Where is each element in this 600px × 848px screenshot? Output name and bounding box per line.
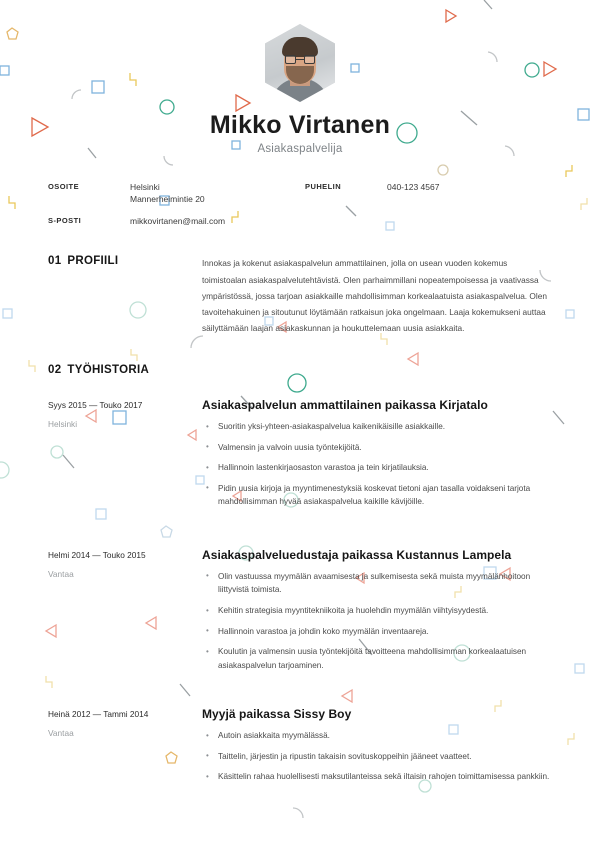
section-work-history-label: TYÖHISTORIA bbox=[67, 364, 150, 377]
contact-label-phone: PUHELIN bbox=[305, 181, 342, 191]
job-bullet: • Suoritin yksi-yhteen-asiakaspalvelua kaikenikäisille asiakkaille. bbox=[202, 420, 552, 434]
photo-glasses bbox=[285, 55, 315, 64]
job-bullet: • Hallinnoin lastenkirjaosaston varastoa ja tein kirjatilauksia. bbox=[202, 461, 552, 475]
job-meta bbox=[48, 398, 198, 516]
job-details bbox=[198, 398, 552, 516]
candidate-name: Mikko Virtanen bbox=[209, 111, 391, 139]
job-bullet-list bbox=[202, 570, 552, 672]
job-details bbox=[198, 707, 552, 791]
section-profile-title bbox=[48, 255, 198, 267]
job-bullet: • Pidin uusia kirjoja ja myyntimenestyksiä koskevat tietoni ajan tasalla voidakseni tarjota mahdollisimman hyvää asiakaspalvelua kaikille kävijöille. bbox=[202, 482, 552, 509]
job-entry bbox=[0, 548, 600, 679]
section-profile-heading bbox=[48, 255, 198, 336]
job-bullet: • Autoin asiakkaita myymälässä. bbox=[202, 729, 552, 743]
address-city: Helsinki bbox=[130, 181, 160, 192]
address-street: Mannerheimintie 20 bbox=[130, 193, 205, 204]
contact-details bbox=[0, 181, 600, 228]
job-bullet: • Käsittelin rahaa huolellisesti maksutilanteissa sekä iltaisin rahojen toimittamisessa pankkiin. bbox=[202, 770, 552, 784]
photo-hair bbox=[282, 37, 318, 57]
job-bullet: • Olin vastuussa myymälän avaamisesta ja sulkemisesta sekä muista myymälänhoitoon liittyvistä toimista. bbox=[202, 570, 552, 597]
job-date: Helmi 2014 — Touko 2015 bbox=[48, 549, 146, 560]
section-work-history-title bbox=[48, 364, 198, 376]
section-profile bbox=[0, 255, 600, 336]
job-meta bbox=[48, 707, 198, 791]
job-entry bbox=[0, 707, 600, 791]
job-title: Asiakaspalvelun ammattilainen paikassa Kirjatalo bbox=[202, 398, 488, 413]
section-profile-body bbox=[198, 255, 552, 336]
contact-value-phone bbox=[387, 181, 439, 193]
section-work-history bbox=[0, 364, 600, 376]
job-bullet: • Koulutin ja valmensin uusia työntekijöitä tavoitteena mahdollisimman korkealaatuisen asiakaspalvelun tarjoaminen. bbox=[202, 645, 552, 672]
section-profile-label: PROFIILI bbox=[67, 255, 119, 268]
job-details bbox=[198, 548, 552, 679]
job-title: Myyjä paikassa Sissy Boy bbox=[202, 707, 352, 722]
resume-header bbox=[0, 0, 600, 155]
section-work-history-number: 02 bbox=[48, 364, 62, 377]
job-bullet: • Kehitin strategisia myyntitekniikoita ja huolehdin myymälän viihtyisyydestä. bbox=[202, 604, 552, 618]
job-entry bbox=[0, 398, 600, 516]
profile-paragraph: Innokas ja kokenut asiakaspalvelun ammattilainen, jolla on usean vuoden kokemus toimistoalan asiakaspalvelutehtävistä. Olen parhaimmillani nopeatempoisessa ja vaativassa ympäristössä, jossa tarjoan asiakkaille mahdollisimman korkealaatuista asiakaspalvelua. Olen tavoitehakuinen ja sitoutunut löytämään ratkaisun joka ongelmaan. Laaja kokemukseni auttaa säilyttämään laajan asiakaskunnan ja houkuttelemaan uusia asiakkaita. bbox=[202, 258, 547, 334]
job-title: Asiakaspalveluedustaja paikassa Kustannus Lampela bbox=[202, 547, 512, 562]
phone-number: 040-123 4567 bbox=[387, 181, 440, 192]
job-date: Heinä 2012 — Tammi 2014 bbox=[48, 709, 149, 720]
contact-value-address bbox=[130, 181, 205, 206]
job-location: Vantaa bbox=[48, 728, 74, 739]
job-date: Syys 2015 — Touko 2017 bbox=[48, 400, 143, 411]
job-bullet-list bbox=[202, 729, 552, 784]
avatar bbox=[265, 24, 335, 102]
profile-photo bbox=[265, 24, 335, 102]
job-bullet: • Valmensin ja valvoin uusia työntekijöitä. bbox=[202, 441, 552, 455]
contact-row-address bbox=[48, 181, 295, 206]
contact-label-address: OSOITE bbox=[48, 181, 80, 191]
contact-label-email: S-POSTI bbox=[48, 216, 82, 226]
section-profile-number: 01 bbox=[48, 255, 62, 268]
job-bullet: • Hallinnoin varastoa ja johdin koko myymälän inventaareja. bbox=[202, 625, 552, 639]
job-bullet: • Taittelin, järjestin ja ripustin takaisin sovituskoppeihin jääneet vaatteet. bbox=[202, 750, 552, 764]
contact-column-right bbox=[295, 181, 552, 228]
contact-column-left bbox=[48, 181, 295, 228]
job-bullet-list bbox=[202, 420, 552, 509]
job-meta bbox=[48, 548, 198, 679]
contact-row-phone bbox=[305, 181, 552, 193]
section-work-history-spacer bbox=[198, 364, 552, 376]
job-location: Vantaa bbox=[48, 568, 74, 579]
contact-row-email bbox=[48, 215, 295, 227]
contact-value-email[interactable] bbox=[130, 215, 225, 227]
section-work-history-heading bbox=[48, 364, 198, 376]
email-address[interactable]: mikkovirtanen@mail.com bbox=[130, 216, 226, 227]
candidate-role: Asiakaspalvelija bbox=[257, 142, 343, 155]
job-location: Helsinki bbox=[48, 419, 78, 430]
